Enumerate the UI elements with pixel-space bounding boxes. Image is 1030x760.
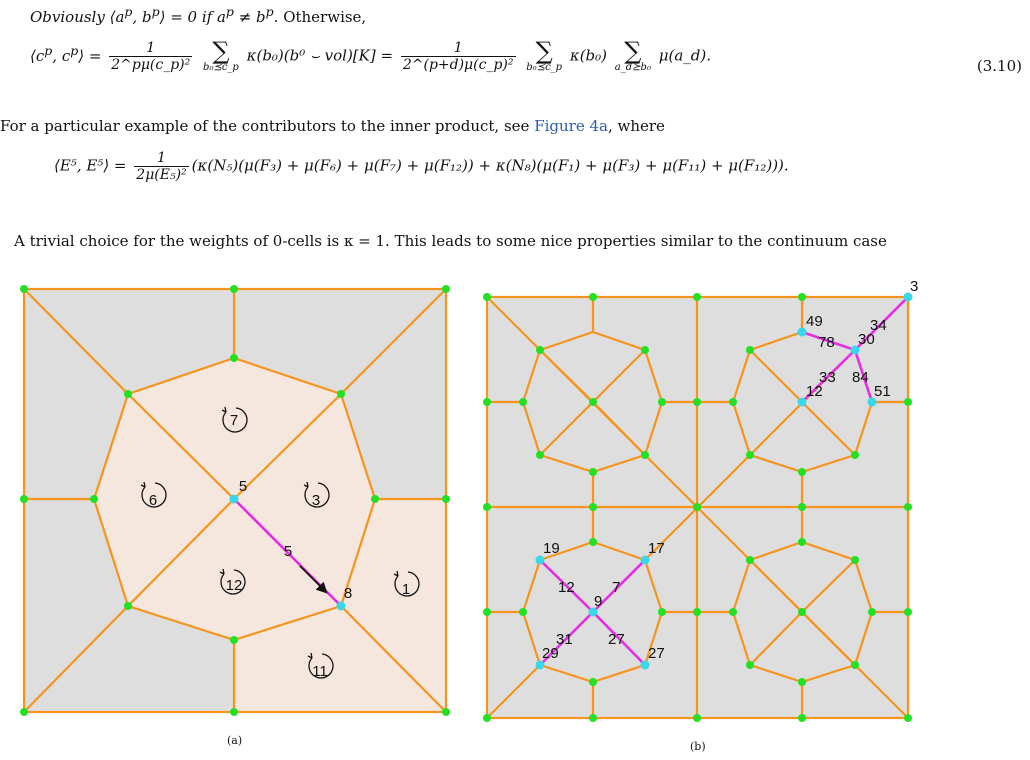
face-label: 11	[312, 663, 328, 680]
trivial-choice-line: A trivial choice for the weights of 0-cells is κ = 1. This leads to some nice properties similar to the continuum case	[14, 232, 887, 250]
fig-b-label: 30	[858, 331, 875, 348]
equation-3-10: $⟨c^p$, $c^p⟩$ = $\frac{1}{\text{2\textasciicircum{}pμ(c\_p)²}}$ ∑ b₀⪯c_p κ(b₀)(b⁰ ⌣ vol)[K] = $\frac{1}{\text{2\textasciicircum{}(p+d)μ(c\_p)²}}$ ∑ b₀⪯c_p κ(b₀) ∑ a_d⪰b₀ μ(a_d).	[30, 37, 711, 73]
fig-b-label: 29	[542, 645, 559, 662]
fig-b-label: 78	[818, 334, 835, 351]
fig-b-label: 51	[874, 383, 891, 400]
figure-a-node-5	[230, 495, 239, 504]
caption-a: (a)	[227, 734, 243, 747]
fig-b-label: 31	[556, 631, 573, 648]
intro-math: Obviously $⟨a^p$, $b^p⟩ = 0$ if $a^p \ne b^p$	[30, 4, 274, 26]
eq-sum-2: ∑ b₀⪯c_p	[526, 37, 563, 73]
fig-b-label: 34	[870, 317, 887, 334]
fig-b-label: 3	[910, 278, 919, 295]
face-label: 12	[225, 577, 243, 594]
edge-label: 5	[283, 543, 293, 560]
fig-b-label: 12	[806, 383, 823, 400]
face-label: 1	[401, 581, 411, 598]
eq2-fraction: $\frac{1}{\text{2μ(E₅)²}}$	[136, 150, 187, 183]
face-label: 7	[229, 412, 239, 429]
node-label: 5	[238, 478, 248, 495]
eq-sum-3: ∑ a_d⪰b₀	[614, 37, 651, 73]
fig-b-label: 27	[648, 645, 665, 662]
fig-b-label: 84	[852, 369, 869, 386]
caption-b: (b)	[690, 740, 706, 753]
fig-b-label: 19	[543, 540, 560, 557]
equation-number: (3.10)	[976, 57, 1022, 75]
eq-fraction-1: $\frac{1}{\text{2\textasciicircum{}pμ(c\_p)²}}$	[111, 40, 191, 73]
fig-b-label: 33	[819, 369, 836, 386]
intro-line: Obviously $⟨a^p$, $b^p⟩ = 0$ if $a^p \ne b^p$. Otherwise,	[30, 4, 367, 26]
fig-b-label: 12	[558, 579, 575, 596]
fig-b-label: 9	[594, 593, 603, 610]
fig-b-label: 49	[806, 313, 823, 330]
fig-b-label: 27	[608, 631, 625, 648]
face-label: 6	[148, 492, 158, 509]
node-label: 8	[343, 585, 353, 602]
equation-e5: ⟨E⁵, E⁵⟩ = $\frac{1}{\text{2μ(E₅)²}}$ (κ(N₅)(μ(F₃) + μ(F₆) + μ(F₇) + μ(F₁₂)) + κ(N₈)(μ(F₁) + μ(F₃) + μ(F₁₁) + μ(F₁₂))).	[54, 150, 789, 183]
fig-b-label: 17	[648, 540, 665, 557]
eq-sum-1: ∑ b₀⪯c_p	[203, 37, 239, 73]
figure-4a-link[interactable]: Figure 4a	[534, 117, 608, 135]
face-label: 3	[311, 492, 321, 509]
figure-a-node-8	[337, 602, 346, 611]
figure-b	[478, 276, 922, 726]
figure-reference-line: For a particular example of the contributors to the inner product, see Figure 4a, where	[0, 117, 665, 135]
figure-a	[16, 282, 456, 718]
eq-fraction-2: $\frac{1}{\text{2\textasciicircum{}(p+d)μ(c\_p)²}}$	[402, 40, 514, 73]
fig-b-label: 7	[612, 579, 621, 596]
